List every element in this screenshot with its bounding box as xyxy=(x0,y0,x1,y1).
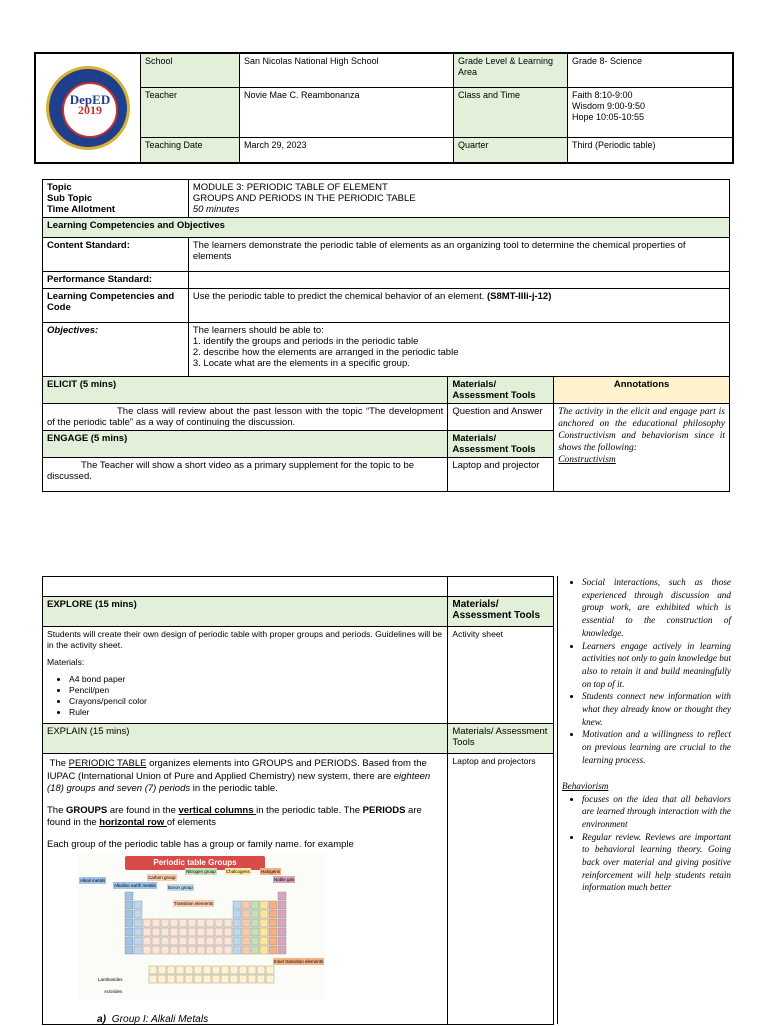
lc-code: (S8MT-IIIi-j-12) xyxy=(487,291,551,302)
objectives-label: Objectives: xyxy=(43,323,189,377)
element-cell xyxy=(197,919,205,927)
element-cell xyxy=(242,910,250,918)
explain-paragraph-3: Each group of the periodic table has a group or family name. for example xyxy=(47,839,443,852)
inner-transition-cell xyxy=(239,975,247,983)
element-cell xyxy=(188,928,196,936)
subtopic-value: GROUPS AND PERIODS IN THE PERIODIC TABLE xyxy=(193,193,725,204)
chart-label: Transition elements xyxy=(173,900,214,907)
element-cell xyxy=(161,937,169,945)
chart-label: Actinides xyxy=(103,988,123,995)
objectives-cell xyxy=(188,323,729,377)
inner-transition-cell xyxy=(266,975,274,983)
group-item-letter: a) xyxy=(97,1014,106,1025)
element-cell xyxy=(143,937,151,945)
chart-label: Alkali metals xyxy=(79,877,106,884)
inner-transition-cell xyxy=(194,975,202,983)
grade-label: Grade Level & Learning Area xyxy=(454,53,568,88)
class-times xyxy=(568,88,734,138)
element-cell xyxy=(161,946,169,954)
time-value: 50 minutes xyxy=(193,204,725,215)
element-cell xyxy=(224,937,232,945)
date-label: Teaching Date xyxy=(141,138,240,163)
subtopic-label: Sub Topic xyxy=(47,193,184,204)
periodic-table-groups-image xyxy=(77,854,325,1000)
elicit-materials-heading: Materials/ Assessment Tools xyxy=(448,377,554,404)
class-label: Class and Time xyxy=(454,88,568,138)
element-cell xyxy=(134,937,142,945)
element-cell xyxy=(197,937,205,945)
element-cell xyxy=(179,937,187,945)
logo-text: DepED xyxy=(64,94,116,105)
element-cell xyxy=(134,901,142,909)
element-cell xyxy=(260,937,268,945)
element-cell xyxy=(278,919,286,927)
element-cell xyxy=(269,910,277,918)
blank-cell xyxy=(448,577,554,597)
element-cell xyxy=(125,910,133,918)
element-cell xyxy=(251,919,259,927)
grade-value: Grade 8- Science xyxy=(568,53,734,88)
element-cell xyxy=(188,937,196,945)
element-cell xyxy=(269,937,277,945)
element-cell xyxy=(179,919,187,927)
engage-materials-heading: Materials/ Assessment Tools xyxy=(448,431,554,458)
element-cell xyxy=(251,928,259,936)
element-cell xyxy=(125,937,133,945)
inner-transition-cell xyxy=(176,975,184,983)
teacher-label: Teacher xyxy=(141,88,240,138)
inner-transition-cell xyxy=(185,975,193,983)
element-cell xyxy=(269,946,277,954)
performance-label: Performance Standard: xyxy=(43,272,189,289)
content-value: The learners demonstrate the periodic table of elements as an organizing tool to determine the chemical properties of elements xyxy=(188,238,729,272)
element-cell xyxy=(134,910,142,918)
elicit-heading: ELICIT (5 mins) xyxy=(43,377,448,404)
constructivism-list xyxy=(558,576,731,767)
inner-transition-cell xyxy=(230,975,238,983)
element-cell xyxy=(233,901,241,909)
chart-label: Carbon group xyxy=(147,874,177,881)
materials-item: • Ruler xyxy=(69,707,443,718)
explain-paragraph-2: The GROUPS are found in the vertical columns in the periodic table. The PERIODS are found in the horizontal row of elements xyxy=(47,805,443,830)
annotation-item: • Motivation and a willingness to reflect on previous learning are crucial to the learning process. xyxy=(582,728,731,766)
school-label: School xyxy=(141,53,240,88)
element-cell xyxy=(206,937,214,945)
explore-heading: EXPLORE (15 mins) xyxy=(43,597,448,627)
element-cell xyxy=(242,928,250,936)
element-cell xyxy=(269,919,277,927)
chart-label: Noble gas xyxy=(273,876,295,883)
explore-text: Students will create their own design of periodic table with proper groups and periods. Guidelines will be in the activity sheet. xyxy=(47,629,443,651)
annotation-link: Constructivism xyxy=(558,455,616,465)
element-cell xyxy=(152,946,160,954)
topic-label: Topic xyxy=(47,182,184,193)
explore-materials-heading: Materials/ Assessment Tools xyxy=(448,597,554,627)
quarter-value: Third (Periodic table) xyxy=(568,138,734,163)
element-cell xyxy=(143,946,151,954)
element-cell xyxy=(152,919,160,927)
element-cell xyxy=(125,928,133,936)
engage-heading: ENGAGE (5 mins) xyxy=(43,431,448,458)
element-cell xyxy=(170,937,178,945)
element-cell xyxy=(233,910,241,918)
header-table xyxy=(34,52,734,164)
element-cell xyxy=(224,919,232,927)
inner-transition-cell xyxy=(167,966,175,974)
element-cell xyxy=(161,919,169,927)
lesson-table xyxy=(42,179,730,492)
class-time-2: Wisdom 9:00-9:50 xyxy=(572,101,728,112)
element-cell xyxy=(278,928,286,936)
chart-label: Chalcogens xyxy=(225,868,251,875)
element-cell xyxy=(233,937,241,945)
element-cell xyxy=(188,946,196,954)
element-cell xyxy=(134,919,142,927)
chart-label: Halogens xyxy=(260,868,281,875)
element-cell xyxy=(125,892,133,900)
explain-materials-heading: Materials/ Assessment Tools xyxy=(448,724,554,754)
inner-transition-cell xyxy=(185,966,193,974)
annotations-heading: Annotations xyxy=(554,377,730,404)
element-cell xyxy=(242,901,250,909)
topic-value: MODULE 3: PERIODIC TABLE OF ELEMENT xyxy=(193,182,725,193)
behaviorism-item: • Regular review. Reviews are important to behavioral learning theory. Going back over material and giving positive reinforcement will help students retain information much better xyxy=(582,831,731,895)
element-cell xyxy=(278,937,286,945)
inner-transition-cell xyxy=(194,966,202,974)
element-cell xyxy=(251,937,259,945)
chart-label: Lanthanides xyxy=(97,976,124,983)
element-cell xyxy=(215,946,223,954)
date-value: March 29, 2023 xyxy=(240,138,454,163)
performance-value xyxy=(188,272,729,289)
element-cell xyxy=(224,946,232,954)
element-cell xyxy=(143,919,151,927)
element-cell xyxy=(251,901,259,909)
chart-label: Boron group xyxy=(167,884,194,891)
competencies-heading: Learning Competencies and Objectives xyxy=(43,218,730,238)
chart-title: Periodic table Groups xyxy=(125,856,265,870)
school-value: San Nicolas National High School xyxy=(240,53,454,88)
annotation-item: • Learners engage actively in learning activities not only to gain knowledge but also to retain it and build meaningfully on top of it. xyxy=(582,640,731,691)
lc-label: Learning Competencies and Code xyxy=(43,289,189,323)
element-cell xyxy=(215,937,223,945)
explain-tools: Laptop and projectors xyxy=(448,754,554,1025)
element-cell xyxy=(152,928,160,936)
inner-transition-cell xyxy=(203,966,211,974)
element-cell xyxy=(206,919,214,927)
explain-paragraph-1: The PERIODIC TABLE organizes elements into GROUPS and PERIODS. Based from the IUPAC (International Union of Pure and Applied Chemistry) new system, there are eighteen (18) groups and seven (7) periods in the periodic table. xyxy=(47,758,443,796)
class-time-1: Faith 8:10-9:00 xyxy=(572,90,728,101)
behaviorism-label: Behaviorism xyxy=(562,781,731,791)
element-cell xyxy=(233,928,241,936)
inner-transition-cell xyxy=(230,966,238,974)
materials-label: Materials: xyxy=(47,657,443,668)
lc-value: Use the periodic table to predict the chemical behavior of an element. xyxy=(193,291,485,302)
inner-transition-cell xyxy=(257,975,265,983)
element-cell xyxy=(233,919,241,927)
element-cell xyxy=(197,928,205,936)
element-cell xyxy=(233,946,241,954)
element-cell xyxy=(242,937,250,945)
element-cell xyxy=(260,910,268,918)
annotations-column xyxy=(557,576,731,1024)
inner-transition-cell xyxy=(212,966,220,974)
inner-transition-cell xyxy=(212,975,220,983)
element-cell xyxy=(170,946,178,954)
quarter-label: Quarter xyxy=(454,138,568,163)
element-cell xyxy=(278,901,286,909)
objective-item: 3. Locate what are the elements in a specific group. xyxy=(193,358,725,369)
explore-tools: Activity sheet xyxy=(448,627,554,724)
group-item: a) Group I: Alkali Metals xyxy=(97,1014,208,1026)
element-cell xyxy=(242,919,250,927)
inner-transition-cell xyxy=(248,975,256,983)
content-label: Content Standard: xyxy=(43,238,189,272)
inner-transition-cell xyxy=(167,975,175,983)
chart-label: Alkaline earth metals xyxy=(113,882,157,889)
element-cell xyxy=(242,946,250,954)
element-cell xyxy=(134,946,142,954)
explore-cell xyxy=(43,627,448,724)
element-cell xyxy=(224,928,232,936)
elicit-tools: Question and Answer xyxy=(448,404,554,431)
inner-transition-cell xyxy=(257,966,265,974)
inner-transition-cell xyxy=(203,975,211,983)
engage-tools: Laptop and projector xyxy=(448,458,554,492)
element-cell xyxy=(125,901,133,909)
element-cell xyxy=(188,919,196,927)
element-cell xyxy=(260,928,268,936)
inner-transition-cell xyxy=(176,966,184,974)
element-cell xyxy=(260,901,268,909)
materials-item: • Crayons/pencil color xyxy=(69,696,443,707)
inner-transition-cell xyxy=(158,966,166,974)
logo-cell xyxy=(35,53,141,163)
behaviorism-item: • focuses on the idea that all behaviors are learned through interaction with the environment xyxy=(582,793,731,831)
objective-item: 2. describe how the elements are arranged in the periodic table xyxy=(193,347,725,358)
element-cell xyxy=(206,928,214,936)
inner-transition-cell xyxy=(266,966,274,974)
lc-cell xyxy=(188,289,729,323)
element-cell xyxy=(179,946,187,954)
objectives-intro: The learners should be able to: xyxy=(193,325,725,336)
inner-transition-cell xyxy=(158,975,166,983)
elicit-text: The class will review about the past lesson with the topic “The development of the periodic table” as a way of continuing the discussion. xyxy=(43,404,448,431)
element-cell xyxy=(143,928,151,936)
logo-year: 2019 xyxy=(64,105,116,116)
element-cell xyxy=(179,928,187,936)
behaviorism-list xyxy=(558,793,731,895)
materials-list xyxy=(47,674,443,718)
element-cell xyxy=(278,910,286,918)
annotation-text: The activity in the elicit and engage part is anchored on the educational philosophy Constructivism and behaviorism since it shows the following: xyxy=(558,407,725,453)
time-label: Time Allotment xyxy=(47,204,184,215)
annotation-item: • Students connect new information with what they already know or thought they knew. xyxy=(582,690,731,728)
element-cell xyxy=(125,919,133,927)
inner-transition-cell xyxy=(239,966,247,974)
element-cell xyxy=(260,919,268,927)
inner-transition-cell xyxy=(221,966,229,974)
explain-heading: EXPLAIN (15 mins) xyxy=(43,724,448,754)
class-time-3: Hope 10:05-10:55 xyxy=(572,112,728,123)
inner-transition-cell xyxy=(248,966,256,974)
element-cell xyxy=(251,946,259,954)
element-cell xyxy=(197,946,205,954)
element-cell xyxy=(278,946,286,954)
page-two xyxy=(42,576,730,1024)
element-cell xyxy=(251,910,259,918)
inner-transition-cell xyxy=(149,966,157,974)
objective-item: 1. identify the groups and periods in the periodic table xyxy=(193,336,725,347)
topic-values xyxy=(188,180,729,218)
materials-item: • Pencil/pen xyxy=(69,685,443,696)
element-cell xyxy=(206,946,214,954)
element-cell xyxy=(170,919,178,927)
school-logo xyxy=(46,66,130,150)
topic-labels xyxy=(43,180,189,218)
engage-text: The Teacher will show a short video as a primary supplement for the topic to be discussed. xyxy=(43,458,448,492)
element-cell xyxy=(215,919,223,927)
element-cell xyxy=(215,928,223,936)
inner-transition-cell xyxy=(221,975,229,983)
element-cell xyxy=(269,928,277,936)
element-cell xyxy=(278,892,286,900)
element-cell xyxy=(152,937,160,945)
annotation-cell xyxy=(554,404,730,492)
annotation-item: • Social interactions, such as those experienced through discussion and group work, are exhibited which is essential to the construction of knowledge. xyxy=(582,576,731,640)
element-cell xyxy=(161,928,169,936)
element-cell xyxy=(134,928,142,936)
blank-cell xyxy=(43,577,448,597)
element-cell xyxy=(170,928,178,936)
periodic-table-term: PERIODIC TABLE xyxy=(69,758,147,769)
element-cell xyxy=(269,901,277,909)
chart-label: Nitrogen group xyxy=(185,868,217,875)
explain-cell xyxy=(43,754,448,1025)
materials-item: • A4 bond paper xyxy=(69,674,443,685)
element-cell xyxy=(125,946,133,954)
element-cell xyxy=(260,946,268,954)
teacher-value: Novie Mae C. Reambonanza xyxy=(240,88,454,138)
chart-label: Inner transition elements xyxy=(273,958,324,965)
inner-transition-cell xyxy=(149,975,157,983)
